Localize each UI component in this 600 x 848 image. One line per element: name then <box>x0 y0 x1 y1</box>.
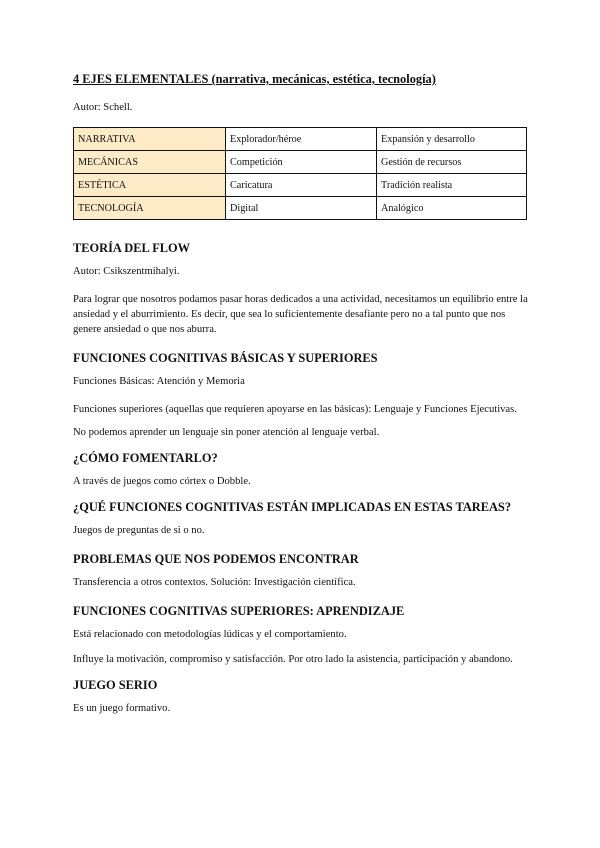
axes-table <box>73 127 527 220</box>
table-cell: Explorador/héroe <box>226 128 377 151</box>
paragraph: Juegos de preguntas de si o no. <box>73 525 205 536</box>
table-cell-axis: NARRATIVA <box>74 128 226 151</box>
document-title: 4 EJES ELEMENTALES (narrativa, mecánicas, estética, tecnología) <box>73 72 436 86</box>
paragraph: A través de juegos como córtex o Dobble. <box>73 476 251 487</box>
table-row <box>74 128 527 151</box>
table-row <box>74 174 527 197</box>
table-cell-axis: ESTÉTICA <box>74 174 226 197</box>
table-cell-axis: MECÁNICAS <box>74 151 226 174</box>
paragraph: Funciones superiores (aquellas que requieren apoyarse en las básicas): Lenguaje y Funciones Ejecutivas. <box>73 404 517 415</box>
section-heading-cognitive-functions: FUNCIONES COGNITIVAS BÁSICAS Y SUPERIORES <box>73 351 378 365</box>
author-line: Autor: Schell. <box>73 102 133 113</box>
paragraph: Para lograr que nosotros podamos pasar horas dedicados a una actividad, necesitamos un equilibrio entre la ansiedad y el aburrimiento. Es decir, que sea lo suficientemente desafiante pero no a tal punto que nos genere ansiedad o que nos aburra. <box>73 294 528 335</box>
paragraph: Funciones Básicas: Atención y Memoria <box>73 376 245 387</box>
section-heading-functions-involved: ¿QUÉ FUNCIONES COGNITIVAS ESTÁN IMPLICADAS EN ESTAS TAREAS? <box>73 500 512 514</box>
paragraph: Es un juego formativo. <box>73 703 171 714</box>
section-heading-problems: PROBLEMAS QUE NOS PODEMOS ENCONTRAR <box>73 552 359 566</box>
paragraph: No podemos aprender un lenguaje sin poner atención al lenguaje verbal. <box>73 427 380 438</box>
table-cell: Competición <box>226 151 377 174</box>
section-heading-how-to-promote: ¿CÓMO FOMENTARLO? <box>73 451 218 465</box>
section-heading-flow: TEORÍA DEL FLOW <box>73 241 191 255</box>
table-row <box>74 151 527 174</box>
table-cell: Tradición realista <box>377 174 527 197</box>
paragraph: Está relacionado con metodologías lúdicas y el comportamiento. <box>73 629 347 640</box>
paragraph: Autor: Csikszentmihalyi. <box>73 266 180 277</box>
section-heading-serious-game: JUEGO SERIO <box>73 678 158 692</box>
table-row <box>74 197 527 220</box>
table-cell-axis: TECNOLOGÍA <box>74 197 226 220</box>
paragraph: Influye la motivación, compromiso y satisfacción. Por otro lado la asistencia, participación y abandono. <box>73 654 513 665</box>
section-heading-learning: FUNCIONES COGNITIVAS SUPERIORES: APRENDIZAJE <box>73 604 405 618</box>
document-page <box>73 72 528 716</box>
paragraph: Transferencia a otros contextos. Solución: Investigación científica. <box>73 577 356 588</box>
table-cell: Analógico <box>377 197 527 220</box>
table-cell: Gestión de recursos <box>377 151 527 174</box>
table-cell: Expansión y desarrollo <box>377 128 527 151</box>
table-cell: Digital <box>226 197 377 220</box>
table-cell: Caricatura <box>226 174 377 197</box>
